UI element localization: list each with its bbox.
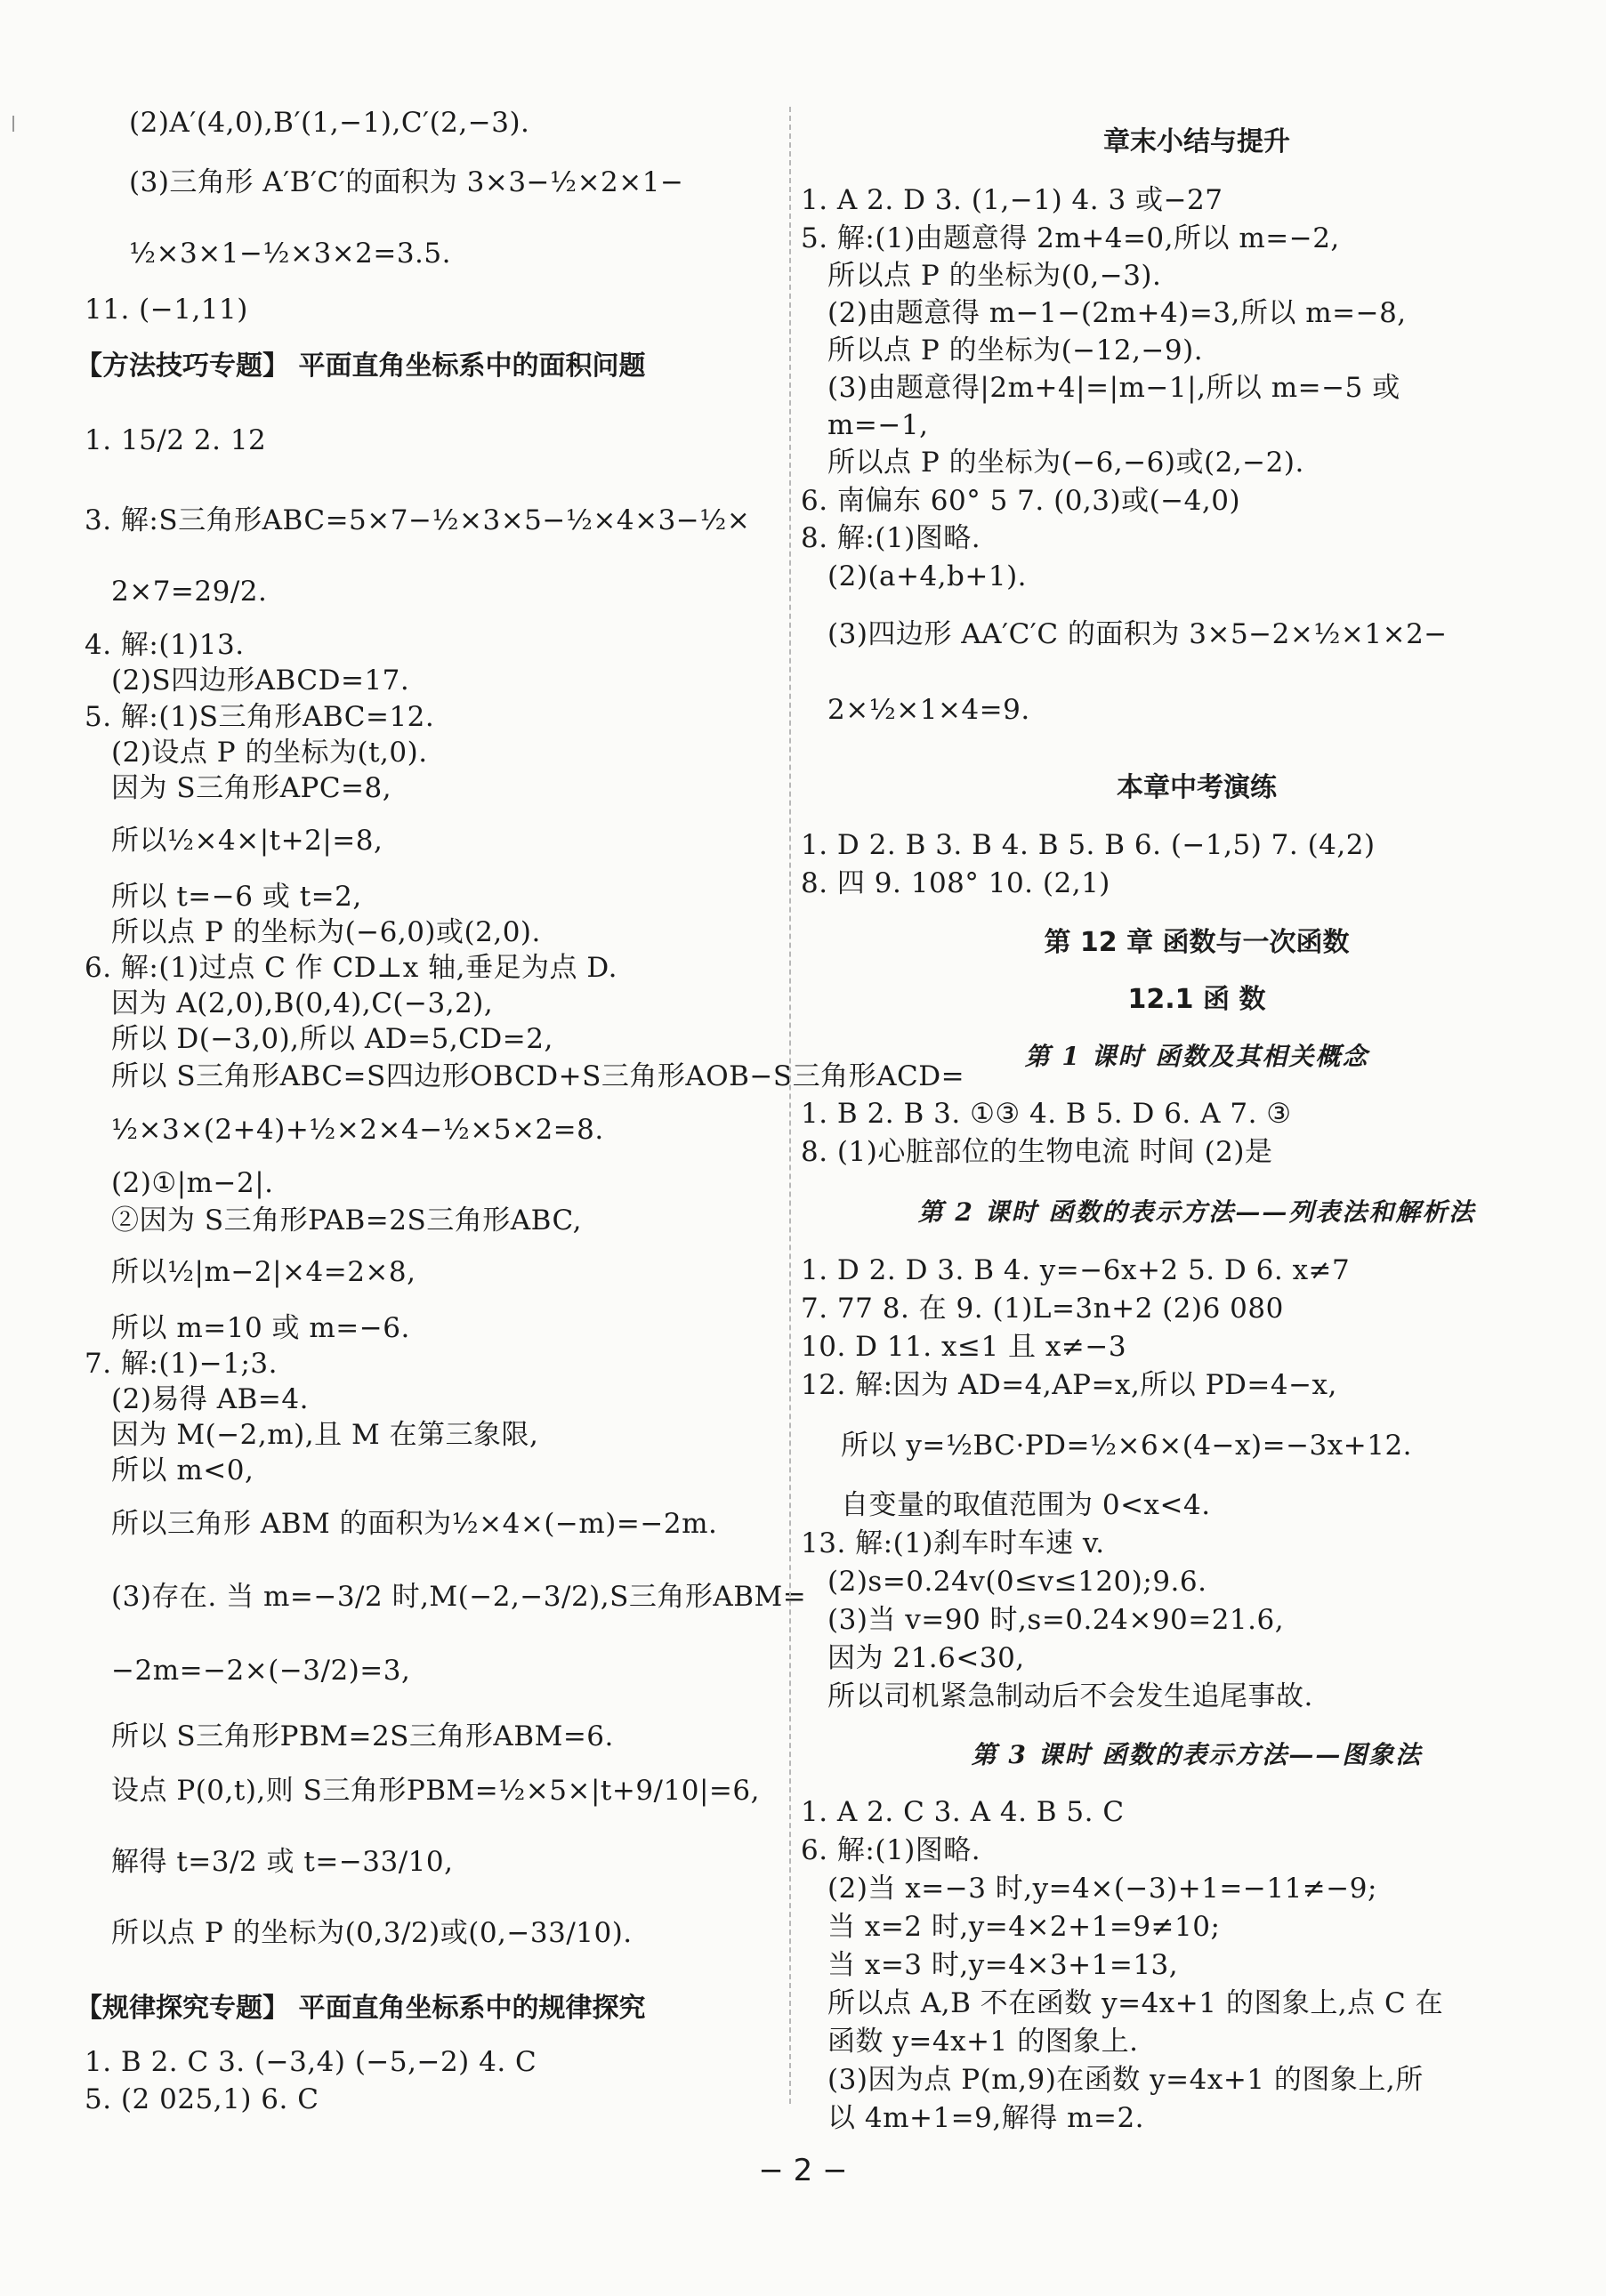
answer-line: 所以 m=10 或 m=−6.: [111, 1312, 410, 1344]
answer-line: 设点 P(0,t),则 S三角形PBM=½×5×|t+9/10|=6,: [111, 1775, 760, 1807]
answer-line: 4. 解:(1)13.: [85, 629, 245, 661]
answer-line: 5. (2 025,1) 6. C: [85, 2083, 319, 2115]
answer-line: (3)因为点 P(m,9)在函数 y=4x+1 的图象上,所: [827, 2064, 1424, 2096]
answer-line: 所以点 A,B 不在函数 y=4x+1 的图象上,点 C 在: [827, 1987, 1444, 2019]
answer-line: 3. 解:S三角形ABC=5×7−½×3×5−½×4×3−½×: [85, 504, 751, 536]
answer-line: 所以 S三角形PBM=2S三角形ABM=6.: [111, 1720, 614, 1752]
answer-line: 6. 解:(1)图略.: [801, 1834, 981, 1866]
answer-line: ½×3×(2+4)+½×2×4−½×5×2=8.: [111, 1114, 604, 1146]
answer-line: 1. B 2. B 3. ①③ 4. B 5. D 6. A 7. ③: [801, 1098, 1292, 1130]
answer-line: (2)当 x=−3 时,y=4×(−3)+1=−11≠−9;: [827, 1873, 1377, 1905]
answer-line: 2×½×1×4=9.: [827, 694, 1030, 726]
answer-line: 7. 解:(1)−1;3.: [85, 1348, 278, 1380]
answer-line: 所以点 P 的坐标为(0,3/2)或(0,−33/10).: [111, 1917, 633, 1949]
column-divider: [789, 107, 791, 2104]
answer-line: 5. 解:(1)S三角形ABC=12.: [85, 701, 435, 733]
answer-line: 所以点 P 的坐标为(−6,0)或(2,0).: [111, 916, 541, 948]
section-heading: 【方法技巧专题】 平面直角坐标系中的面积问题: [76, 350, 646, 382]
section-heading: 第 12 章 函数与一次函数: [1044, 927, 1350, 958]
answer-line: ②因为 S三角形PAB=2S三角形ABC,: [111, 1204, 582, 1237]
answer-line: 1. A 2. D 3. (1,−1) 4. 3 或−27: [801, 184, 1223, 216]
answer-line: (2)①|m−2|.: [111, 1167, 274, 1199]
answer-line: ½×3×1−½×3×2=3.5.: [129, 238, 451, 270]
answer-line: 当 x=3 时,y=4×3+1=13,: [827, 1949, 1179, 1981]
answer-line: 所以 D(−3,0),所以 AD=5,CD=2,: [111, 1023, 553, 1055]
answer-line: 所以 t=−6 或 t=2,: [111, 881, 362, 913]
answer-line: (3)存在. 当 m=−3/2 时,M(−2,−3/2),S三角形ABM=: [111, 1581, 807, 1613]
answer-line: 所以点 P 的坐标为(0,−3).: [827, 260, 1162, 292]
answer-line: 当 x=2 时,y=4×2+1=9≠10;: [827, 1911, 1221, 1943]
answer-line: 12. 解:因为 AD=4,AP=x,所以 PD=4−x,: [801, 1369, 1337, 1401]
answer-line: 10. D 11. x≤1 且 x≠−3: [801, 1331, 1127, 1363]
answer-line: (3)由题意得|2m+4|=|m−1|,所以 m=−5 或: [827, 372, 1400, 404]
answer-line: (2)由题意得 m−1−(2m+4)=3,所以 m=−8,: [827, 297, 1407, 329]
answer-line: 1. D 2. D 3. B 4. y=−6x+2 5. D 6. x≠7: [801, 1254, 1351, 1286]
answer-line: (3)四边形 AA′C′C 的面积为 3×5−2×½×1×2−: [827, 618, 1448, 650]
answer-line: 8. 解:(1)图略.: [801, 522, 981, 554]
answer-line: 所以三角形 ABM 的面积为½×4×(−m)=−2m.: [111, 1508, 718, 1540]
answer-line: 5. 解:(1)由题意得 2m+4=0,所以 m=−2,: [801, 222, 1340, 254]
answer-line: m=−1,: [827, 409, 929, 441]
answer-line: 1. D 2. B 3. B 4. B 5. B 6. (−1,5) 7. (4,2): [801, 829, 1376, 861]
answer-line: 因为 M(−2,m),且 M 在第三象限,: [111, 1419, 539, 1451]
answer-line: 所以 y=½BC·PD=½×6×(4−x)=−3x+12.: [841, 1430, 1413, 1462]
section-heading: 【规律探究专题】 平面直角坐标系中的规律探究: [76, 1993, 646, 2024]
answer-line: 1. 15/2 2. 12: [85, 424, 267, 456]
answer-line: 解得 t=3/2 或 t=−33/10,: [111, 1846, 454, 1878]
answer-line: (3)三角形 A′B′C′的面积为 3×3−½×2×1−: [129, 166, 684, 198]
lesson-title: 第 2 课时 函数的表示方法——列表法和解析法: [917, 1197, 1476, 1227]
answer-line: 7. 77 8. 在 9. (1)L=3n+2 (2)6 080: [801, 1293, 1284, 1325]
section-heading: 章末小结与提升: [1103, 126, 1290, 157]
answer-line: 因为 21.6<30,: [827, 1642, 1025, 1674]
answer-line: 自变量的取值范围为 0<x<4.: [841, 1489, 1211, 1521]
answer-line: 所以司机紧急制动后不会发生追尾事故.: [827, 1680, 1313, 1712]
answer-line: (3)当 v=90 时,s=0.24×90=21.6,: [827, 1604, 1285, 1636]
answer-line: 所以 S三角形ABC=S四边形OBCD+S三角形AOB−S三角形ACD=: [111, 1060, 965, 1092]
answer-line: 11. (−1,11): [85, 294, 248, 326]
answer-line: 所以 m<0,: [111, 1454, 254, 1486]
answer-line: (2)易得 AB=4.: [111, 1383, 309, 1415]
answer-line: −2m=−2×(−3/2)=3,: [111, 1655, 411, 1687]
section-heading: 12.1 函 数: [1127, 984, 1266, 1015]
answer-line: (2)S四边形ABCD=17.: [111, 665, 410, 697]
answer-line: 因为 A(2,0),B(0,4),C(−3,2),: [111, 987, 494, 1019]
answer-line: 2×7=29/2.: [111, 576, 268, 608]
answer-line: 因为 S三角形APC=8,: [111, 772, 392, 804]
answer-line: (2)(a+4,b+1).: [827, 560, 1028, 592]
lesson-title: 第 3 课时 函数的表示方法——图象法: [971, 1740, 1423, 1769]
answer-line: 函数 y=4x+1 的图象上.: [827, 2026, 1139, 2058]
answer-line: (2)设点 P 的坐标为(t,0).: [111, 737, 428, 769]
answer-line: 1. B 2. C 3. (−3,4) (−5,−2) 4. C: [85, 2046, 537, 2078]
answer-line: 6. 南偏东 60° 5 7. (0,3)或(−4,0): [801, 485, 1241, 517]
answer-line: 所以½×4×|t+2|=8,: [111, 825, 383, 857]
answer-line: 6. 解:(1)过点 C 作 CD⊥x 轴,垂足为点 D.: [85, 952, 617, 984]
scan-mark: [12, 116, 14, 132]
section-heading: 本章中考演练: [1117, 772, 1277, 803]
answer-line: (2)s=0.24v(0≤v≤120);9.6.: [827, 1566, 1207, 1598]
answer-line: 8. 四 9. 108° 10. (2,1): [801, 867, 1110, 899]
answer-line: 所以点 P 的坐标为(−6,−6)或(2,−2).: [827, 447, 1304, 479]
page-number: − 2 −: [758, 2153, 848, 2188]
lesson-title: 第 1 课时 函数及其相关概念: [1024, 1042, 1369, 1071]
answer-line: 1. A 2. C 3. A 4. B 5. C: [801, 1796, 1125, 1828]
answer-line: 13. 解:(1)刹车时车速 v.: [801, 1527, 1105, 1559]
answer-line: 所以点 P 的坐标为(−12,−9).: [827, 334, 1204, 367]
answer-line: 8. (1)心脏部位的生物电流 时间 (2)是: [801, 1136, 1273, 1168]
answer-line: 以 4m+1=9,解得 m=2.: [827, 2102, 1145, 2134]
answer-line: (2)A′(4,0),B′(1,−1),C′(2,−3).: [129, 107, 530, 139]
answer-line: 所以½|m−2|×4=2×8,: [111, 1256, 416, 1288]
